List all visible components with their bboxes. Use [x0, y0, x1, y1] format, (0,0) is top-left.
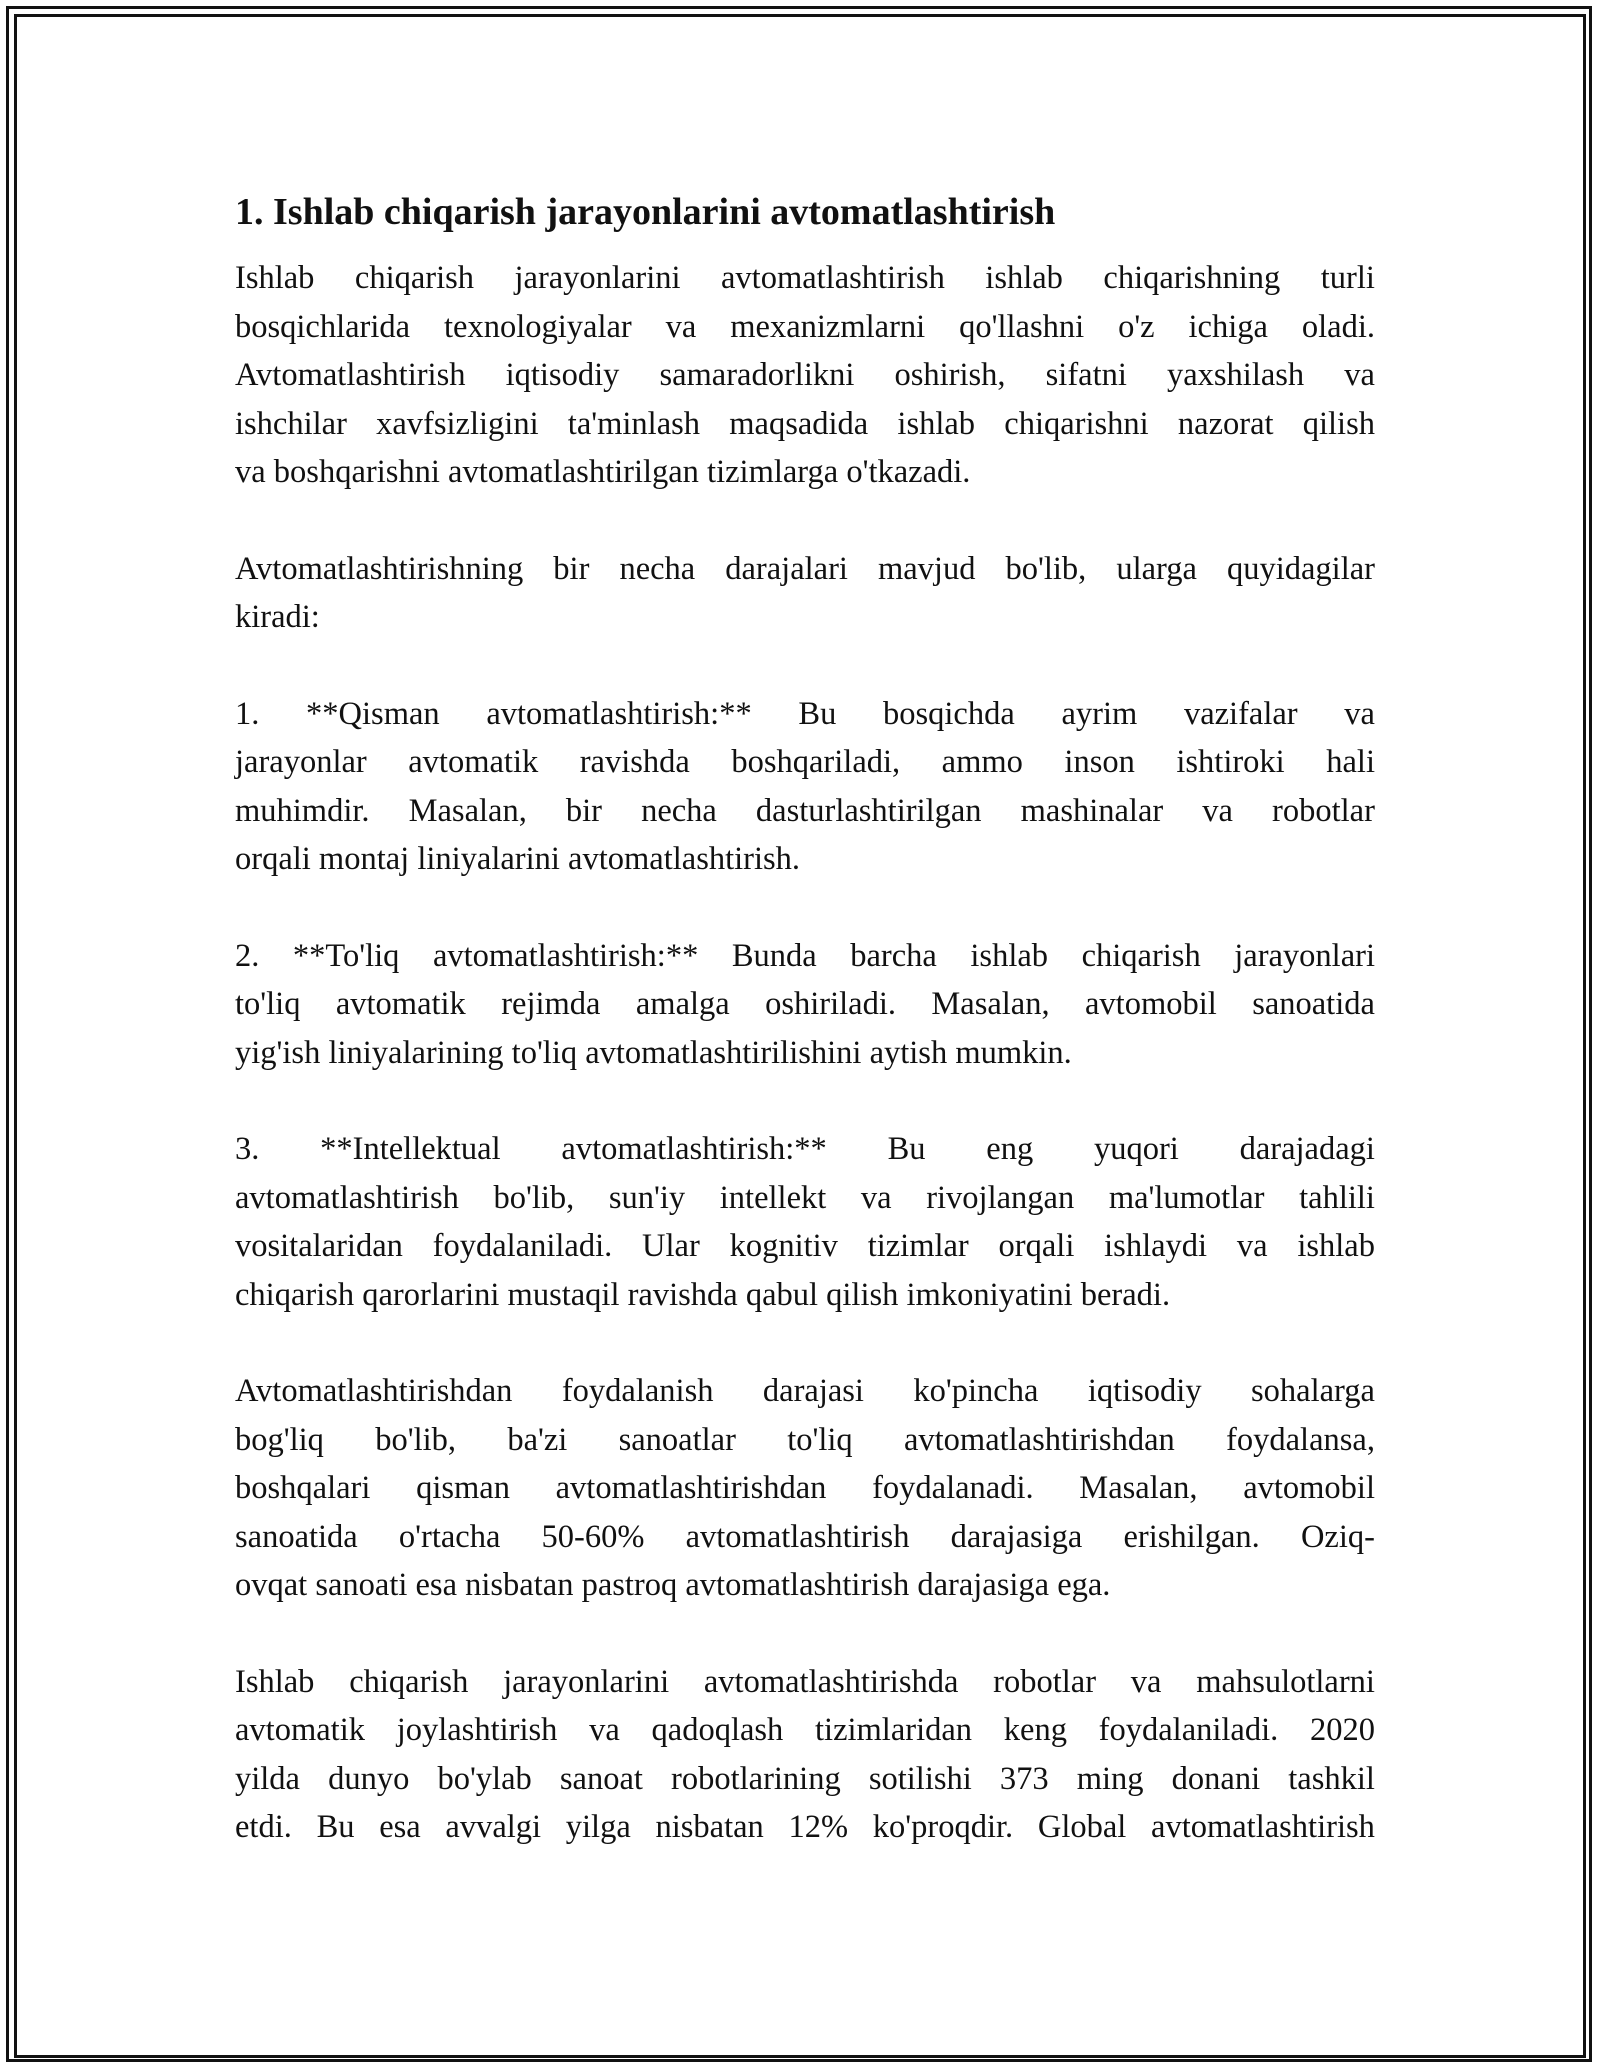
word: bo'lib, — [1005, 550, 1087, 587]
text-line — [235, 351, 1375, 400]
word: va — [1236, 1228, 1268, 1264]
word: yuqori — [1093, 1131, 1179, 1167]
text-line — [235, 738, 1375, 787]
word: ichiga — [1188, 308, 1268, 345]
word: nazorat — [1177, 405, 1274, 442]
word: ishlab — [970, 937, 1049, 974]
text-line — [235, 1755, 1375, 1804]
word: avtomatlashtirishdan — [903, 1421, 1175, 1458]
word: Oziq- — [1300, 1518, 1375, 1555]
word: chiqarishning — [1103, 260, 1281, 296]
word: Masalan, — [408, 792, 527, 829]
word: mavjud — [877, 550, 976, 587]
word: boshqalari — [235, 1470, 371, 1506]
word: darajasiga — [950, 1518, 1083, 1555]
word: yilda — [235, 1760, 300, 1797]
word: samaradorlikni — [659, 357, 855, 393]
word: avtomatlashtirish — [1151, 1809, 1375, 1845]
word: sanoatlar — [618, 1421, 736, 1458]
word: to'liq — [235, 986, 301, 1022]
paragraph-usage-levels — [235, 1367, 1375, 1610]
word: bog'liq — [235, 1421, 324, 1458]
word: darajadagi — [1239, 1131, 1375, 1167]
word: turli — [1320, 260, 1375, 296]
word: Bunda — [731, 937, 817, 974]
word: boshqariladi, — [731, 744, 901, 780]
word: bo'lib, — [493, 1179, 575, 1216]
word: tizimlaridan — [815, 1712, 973, 1748]
word: ta'minlash — [567, 405, 701, 442]
word: avtomobil — [1085, 986, 1217, 1022]
word: Ishlab — [235, 260, 315, 296]
word: bosqichlarida — [235, 308, 411, 345]
word: ma'lumotlar — [1108, 1179, 1265, 1216]
word: va — [1344, 357, 1375, 393]
word: sifatni — [1045, 357, 1127, 393]
word: ko'pincha — [913, 1373, 1039, 1409]
word: nisbatan — [655, 1809, 764, 1845]
word: **Intellektual — [320, 1131, 501, 1167]
word: Masalan, — [931, 986, 1050, 1022]
word: chiqarish — [354, 260, 475, 296]
word: Ular — [642, 1228, 700, 1264]
word: vositalaridan — [235, 1228, 403, 1264]
text-line: kiradi: — [235, 599, 320, 635]
word: ishlab — [897, 405, 976, 442]
word: muhimdir. — [235, 792, 370, 829]
word: qo'llashni — [959, 308, 1085, 345]
word: etdi. — [235, 1809, 292, 1845]
word: oladi. — [1301, 308, 1375, 345]
word: sanoat — [559, 1760, 643, 1797]
word: kognitiv — [729, 1228, 838, 1264]
word: Bu — [316, 1809, 355, 1845]
word: mashinalar — [1020, 792, 1164, 829]
text-line: va boshqarishni avtomatlashtirilgan tizimlarga o'tkazadi. — [235, 454, 971, 490]
word: bir — [565, 792, 602, 829]
word: iqtisodiy — [1087, 1373, 1202, 1409]
word: rejimda — [501, 986, 601, 1022]
word: o'z — [1118, 308, 1155, 345]
word: ayrim — [1061, 695, 1138, 732]
word: keng — [1003, 1712, 1067, 1748]
word: avtomatlashtirish:** — [561, 1131, 827, 1167]
document-body — [235, 187, 1375, 1900]
word: ammo — [941, 744, 1023, 780]
word: avtomatik — [235, 1712, 365, 1748]
word: ravishda — [579, 744, 690, 780]
word: 373 — [999, 1760, 1049, 1797]
text-line — [235, 545, 1375, 594]
word: yaxshilash — [1166, 357, 1305, 393]
text-line — [235, 1174, 1375, 1223]
word: robotlar — [993, 1663, 1097, 1700]
text-line — [235, 690, 1375, 739]
paragraph-levels-intro — [235, 545, 1375, 642]
word: chiqarishni — [1004, 405, 1149, 442]
word: tahlili — [1299, 1179, 1375, 1216]
text-line — [235, 254, 1375, 303]
word: necha — [619, 550, 696, 587]
text-line — [235, 980, 1375, 1029]
word: sohalarga — [1251, 1373, 1375, 1409]
word: 2020 — [1309, 1712, 1375, 1748]
word: eng — [986, 1131, 1034, 1167]
word: chiqarish — [1081, 937, 1201, 974]
word: mahsulotlarni — [1196, 1663, 1375, 1700]
word: va — [860, 1179, 892, 1216]
word: avtomatik — [335, 986, 466, 1022]
word: ishchilar — [235, 405, 347, 442]
word: ishlaydi — [1104, 1228, 1208, 1264]
word: jarayonlarini — [503, 1663, 670, 1700]
word: xavfsizligini — [376, 405, 539, 442]
word: joylashtirish — [396, 1712, 558, 1748]
text-line — [235, 787, 1375, 836]
word: rivojlangan — [926, 1179, 1075, 1216]
paragraph-intro — [235, 254, 1375, 497]
word: foydalanish — [561, 1373, 714, 1409]
word: jarayonlari — [1234, 937, 1375, 974]
word: qisman — [416, 1470, 510, 1506]
word: amalga — [635, 986, 730, 1022]
word: 1. — [235, 695, 260, 732]
text-line: orqali montaj liniyalarini avtomatlashtirish. — [235, 841, 801, 877]
word: Global — [1037, 1809, 1127, 1845]
word: ishlab — [1297, 1228, 1375, 1264]
word: avtomobil — [1243, 1470, 1375, 1506]
word: tashkil — [1288, 1760, 1375, 1797]
word: avtomatlashtirish — [685, 1518, 910, 1555]
word: foydalaniladi. — [1098, 1712, 1279, 1748]
word: dasturlashtirilgan — [755, 792, 982, 829]
word: quyidagilar — [1226, 550, 1375, 587]
word: va — [1130, 1663, 1162, 1700]
word: o'rtacha — [398, 1518, 501, 1555]
word: texnologiyalar — [444, 308, 632, 345]
word: jarayonlarini — [514, 260, 681, 296]
text-line — [235, 1416, 1375, 1465]
word: bo'ylab — [437, 1760, 532, 1797]
text-line — [235, 1367, 1375, 1416]
paragraph-robots — [235, 1658, 1375, 1852]
word: maqsadida — [729, 405, 869, 442]
word: to'liq — [787, 1421, 853, 1458]
word: foydalansa, — [1226, 1421, 1375, 1458]
text-line: ovqat sanoati esa nisbatan pastroq avtomatlashtirish darajasiga ega. — [235, 1567, 1111, 1603]
word: va — [589, 1712, 620, 1748]
word: sun'iy — [608, 1179, 686, 1216]
word: **Qisman — [306, 695, 440, 732]
word: va — [1344, 695, 1375, 732]
word: foydalaniladi. — [432, 1228, 613, 1264]
word: sotilishi — [868, 1760, 972, 1797]
word: avtomatlashtirish:** — [486, 695, 752, 732]
word: ba'zi — [507, 1421, 568, 1458]
word: 3. — [235, 1131, 260, 1167]
word: hali — [1326, 744, 1375, 780]
text-line — [235, 1125, 1375, 1174]
word: Avtomatlashtirishning — [235, 550, 524, 587]
word: Bu — [887, 1131, 926, 1167]
text-line — [235, 303, 1375, 352]
word: ko'proqdir. — [872, 1809, 1014, 1845]
word: 50-60% — [541, 1518, 645, 1555]
word: inson — [1064, 744, 1135, 780]
word: qilish — [1302, 405, 1375, 442]
word: avvalgi — [445, 1809, 542, 1845]
word: avtomatlashtirishdan — [555, 1470, 827, 1506]
list-item-partial-automation — [235, 690, 1375, 884]
word: tizimlar — [867, 1228, 969, 1264]
word: orqali — [998, 1228, 1075, 1264]
word: 2. — [235, 937, 260, 974]
text-line — [235, 1464, 1375, 1513]
word: sanoatida — [1252, 986, 1375, 1022]
word: avtomatlashtirish — [720, 260, 945, 296]
text-line — [235, 932, 1375, 981]
word: mexanizmlarni — [730, 308, 926, 345]
text-line — [235, 1222, 1375, 1271]
word: darajalari — [725, 550, 848, 587]
text-line — [235, 1706, 1375, 1755]
word: avtomatik — [408, 744, 539, 780]
word: sanoatida — [235, 1518, 358, 1555]
word: **To'liq — [292, 937, 400, 974]
text-line — [235, 1513, 1375, 1562]
text-line: chiqarish qarorlarini mustaqil ravishda qabul qilish imkoniyatini beradi. — [235, 1276, 1171, 1313]
word: donani — [1171, 1760, 1261, 1797]
word: bosqichda — [883, 695, 1015, 732]
word: ming — [1076, 1760, 1144, 1797]
word: ishlab — [985, 260, 1063, 296]
word: ularga — [1116, 550, 1197, 587]
word: Avtomatlashtirish — [235, 357, 466, 393]
word: Avtomatlashtirishdan — [235, 1373, 513, 1409]
word: avtomatlashtirishda — [703, 1663, 959, 1700]
word: oshiriladi. — [765, 986, 896, 1022]
text-line — [235, 400, 1375, 449]
word: chiqarish — [349, 1663, 469, 1700]
word: intellekt — [719, 1179, 827, 1216]
list-item-full-automation — [235, 932, 1375, 1078]
word: dunyo — [328, 1760, 410, 1797]
word: iqtisodiy — [505, 357, 620, 393]
word: avtomatlashtirish:** — [432, 937, 699, 974]
list-item-intelligent-automation — [235, 1125, 1375, 1319]
word: oshirish, — [894, 357, 1006, 393]
word: Bu — [798, 695, 837, 732]
word: darajasi — [762, 1373, 864, 1409]
text-line: yig'ish liniyalarining to'liq avtomatlashtirilishini aytish mumkin. — [235, 1034, 1072, 1071]
word: va — [665, 308, 697, 345]
word: bir — [553, 550, 590, 587]
text-line — [235, 1658, 1375, 1707]
word: foydalanadi. — [872, 1470, 1034, 1506]
word: va — [1202, 792, 1233, 829]
word: ishtiroki — [1176, 744, 1285, 780]
word: esa — [379, 1809, 421, 1845]
word: yilga — [565, 1809, 631, 1845]
word: Ishlab — [235, 1663, 315, 1700]
word: vazifalar — [1183, 695, 1298, 732]
word: robotlarining — [671, 1760, 841, 1797]
word: qadoqlash — [651, 1712, 784, 1748]
word: barcha — [850, 937, 937, 974]
word: bo'lib, — [375, 1421, 457, 1458]
text-line — [235, 1803, 1375, 1852]
word: 12% — [788, 1809, 849, 1845]
section-heading: 1. Ishlab chiqarish jarayonlarini avtomatlashtirish — [235, 191, 1056, 233]
word: erishilgan. — [1123, 1518, 1260, 1555]
word: avtomatlashtirish — [235, 1179, 459, 1216]
word: necha — [641, 792, 717, 829]
word: Masalan, — [1079, 1470, 1198, 1506]
word: robotlar — [1272, 792, 1375, 829]
word: jarayonlar — [235, 744, 367, 780]
